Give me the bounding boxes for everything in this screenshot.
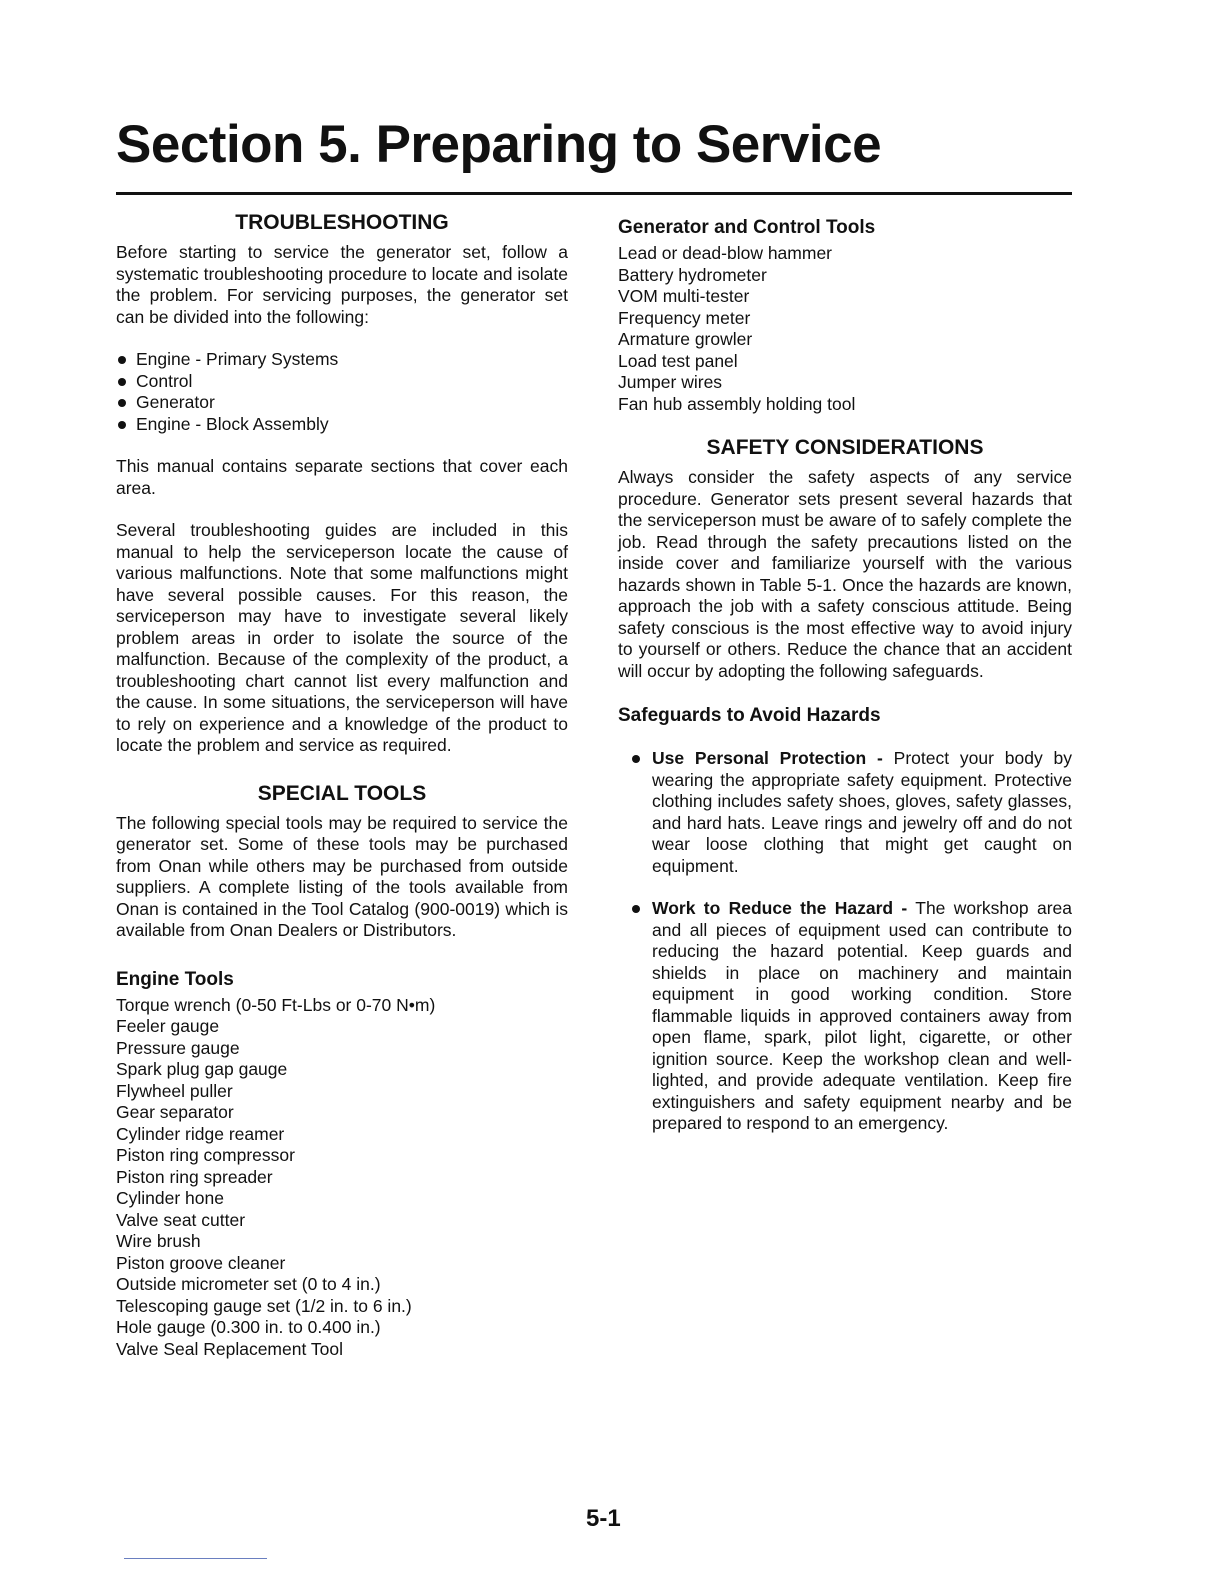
safety-heading: SAFETY CONSIDERATIONS xyxy=(706,436,984,459)
list-item: Battery hydrometer xyxy=(618,264,767,285)
safeguard-text: The workshop area and all pieces of equipment used can contribute to reducing the hazard potential. Keep guards and shields in place on machinery and maintain equipment in good working condition. Store flammable liquids in approved containers away from open flame, spark, pilot light, cigarette, or other ignition source. Keep the workshop clean and well-lighted, and provide adequate ventilation. Keep fire extinguishers and safety equipment nearby and be prepared to respond to an emergency. xyxy=(652,898,1072,1133)
list-item: Fan hub assembly holding tool xyxy=(618,393,856,414)
list-item: VOM multi-tester xyxy=(618,286,750,306)
safeguard-lead: Work to Reduce the Hazard - xyxy=(652,898,908,918)
engine-tools-section xyxy=(116,968,568,1361)
list-item: Generator xyxy=(116,392,568,414)
list-item: Valve Seal Replacement Tool xyxy=(116,1338,343,1359)
list-item: Piston ring spreader xyxy=(116,1166,273,1187)
list-item: Piston ring compressor xyxy=(116,1145,295,1165)
engine-tools-list xyxy=(116,995,568,1361)
list-item: Control xyxy=(116,371,568,393)
generator-tools-section xyxy=(618,210,1072,415)
list-item: Piston groove cleaner xyxy=(116,1252,286,1273)
list-item: Engine - Block Assembly xyxy=(116,414,568,436)
list-item: Telescoping gauge set (1/2 in. to 6 in.) xyxy=(116,1295,412,1316)
right-column xyxy=(618,210,1072,1135)
safety-section xyxy=(618,435,1072,1135)
list-item: Load test panel xyxy=(618,350,738,371)
page-title: Section 5. Preparing to Service xyxy=(116,115,882,174)
safeguards-list xyxy=(618,748,1072,1135)
list-item: Engine - Primary Systems xyxy=(116,349,568,371)
list-item: Jumper wires xyxy=(618,372,723,392)
list-item: Outside micrometer set (0 to 4 in.) xyxy=(116,1274,381,1294)
list-item: Spark plug gap gauge xyxy=(116,1059,288,1079)
generator-tools-heading: Generator and Control Tools xyxy=(618,217,876,238)
left-column xyxy=(116,210,568,1360)
troubleshooting-intro: Before starting to service the generator set, follow a systematic troubleshooting procedure to locate and isolate the problem. For servicing purposes, the generator set can be divided into the following: xyxy=(116,242,568,327)
troubleshooting-heading: TROUBLESHOOTING xyxy=(235,211,449,234)
list-item: Flywheel puller xyxy=(116,1080,233,1101)
list-item: Cylinder ridge reamer xyxy=(116,1123,285,1144)
safety-intro: Always consider the safety aspects of any service procedure. Generator sets present several hazards that the serviceperson must be aware of to safely complete the job. Read through the safety precautions listed on the inside cover and familiarize yourself with the various hazards shown in Table 5-1. Once the hazards are known, approach the job with a safety conscious attitude. Being safety conscious is the most effective way to avoid injury to yourself or others. Reduce the chance that an accident will occur by adopting the following safeguards. xyxy=(618,467,1072,681)
list-item xyxy=(618,898,1072,1135)
list-item: Torque wrench (0-50 Ft-Lbs or 0-70 N•m) xyxy=(116,994,436,1015)
troubleshooting-para-2: This manual contains separate sections that cover each area. xyxy=(116,456,568,498)
safeguard-text: Protect your body by wearing the appropriate safety equipment. Protective clothing includes safety shoes, gloves, safety glasses, and hard hats. Leave rings and jewelry off and do not wear loose clothing that might get caught on equipment. xyxy=(652,748,1072,876)
title-rule xyxy=(116,192,1072,195)
safeguard-lead: Use Personal Protection - xyxy=(652,748,883,768)
service-areas-list xyxy=(116,349,568,435)
engine-tools-heading: Engine Tools xyxy=(116,968,234,990)
list-item: Pressure gauge xyxy=(116,1037,240,1058)
footer-line xyxy=(124,1558,267,1559)
list-item: Wire brush xyxy=(116,1231,201,1251)
safeguards-heading: Safeguards to Avoid Hazards xyxy=(618,705,881,726)
list-item: Valve seat cutter xyxy=(116,1209,246,1230)
list-item: Lead or dead-blow hammer xyxy=(618,243,833,263)
generator-tools-list xyxy=(618,243,1072,415)
special-tools-section xyxy=(116,781,568,942)
special-tools-intro: The following special tools may be required to service the generator set. Some of these tools may be purchased from Onan while others may be purchased from outside suppliers. A complete listing of the tools available from Onan is contained in the Tool Catalog (900-0019) which is available from Onan Dealers or Distributors. xyxy=(116,812,568,940)
troubleshooting-para-3: Several troubleshooting guides are included in this manual to help the serviceperson locate the cause of various malfunctions. Note that some malfunctions might have several possible causes. For this reason, the serviceperson may have to investigate several likely problem areas in order to isolate the source of the malfunction. Because of the complexity of the product, a troubleshooting chart cannot list every malfunction and the cause. In some situations, the serviceperson will have to rely on experience and a knowledge of the product to locate the problem and service as required. xyxy=(116,520,568,755)
list-item: Frequency meter xyxy=(618,307,751,328)
list-item: Cylinder hone xyxy=(116,1188,224,1208)
page-number: 5-1 xyxy=(586,1505,621,1532)
special-tools-heading: SPECIAL TOOLS xyxy=(257,781,427,805)
list-item: Armature growler xyxy=(618,329,753,349)
list-item xyxy=(618,748,1072,877)
troubleshooting-section xyxy=(116,210,568,757)
list-item: Gear separator xyxy=(116,1102,234,1122)
list-item: Feeler gauge xyxy=(116,1016,220,1036)
list-item: Hole gauge (0.300 in. to 0.400 in.) xyxy=(116,1317,381,1337)
